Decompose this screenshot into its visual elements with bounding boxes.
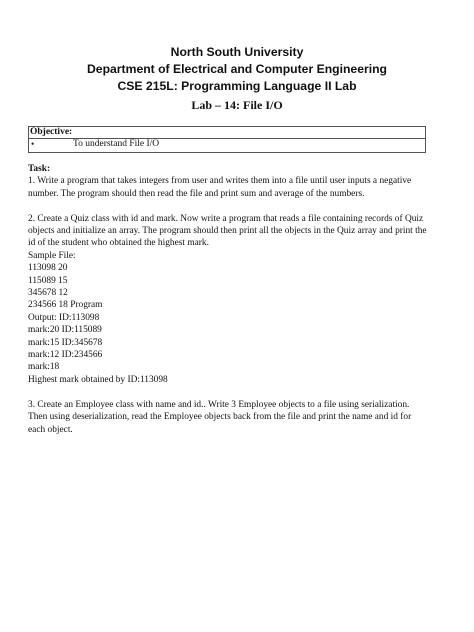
sample-line: Sample File: bbox=[28, 250, 76, 261]
sample-line: mark:15 ID:345678 bbox=[28, 337, 103, 348]
task-1: 1. Write a program that takes integers from user and writes them into a file until user inputs a negative number. The program should then read the file and print sum and average of the numbers. bbox=[28, 176, 412, 199]
objective-box bbox=[28, 126, 426, 153]
objective-label: Objective: bbox=[30, 127, 73, 137]
bullet-icon: • bbox=[31, 139, 35, 149]
university-name: North South University bbox=[170, 45, 304, 59]
sample-line: mark:18 bbox=[28, 362, 60, 373]
sample-line: 115089 15 bbox=[28, 275, 68, 286]
objective-item: To understand File I/O bbox=[73, 139, 160, 149]
sample-line: Highest mark obtained by ID:113098 bbox=[28, 374, 168, 385]
sample-line: mark:20 ID:115089 bbox=[28, 325, 102, 336]
sample-line: mark:12 ID:234566 bbox=[28, 350, 103, 361]
sample-line: 113098 20 bbox=[28, 263, 68, 274]
sample-line: 345678 12 bbox=[28, 288, 68, 299]
sample-line: Output: ID:113098 bbox=[28, 312, 100, 323]
lab-title: Lab – 14: File I/O bbox=[191, 98, 283, 112]
document-header bbox=[0, 44, 474, 95]
task-3: 3. Create an Employee class with name and id.. Write 3 Employee objects to a file using serialization. Then using deserialization, read the Employee objects back from the file and print the name and id for each object. bbox=[28, 399, 412, 435]
task-section bbox=[28, 163, 428, 436]
sample-line: 234566 18 Program bbox=[28, 300, 103, 311]
task-label: Task: bbox=[28, 164, 51, 174]
sample-file-block bbox=[28, 250, 428, 386]
department-name: Department of Electrical and Computer Engineering bbox=[87, 62, 387, 76]
task-2: 2. Create a Quiz class with id and mark. Now write a program that reads a file containing records of Quiz objects and initialize an array. The program should then print all the objects in the Quiz array and print the id of the student who obtained the highest mark. bbox=[28, 213, 427, 249]
course-title: CSE 215L: Programming Language II Lab bbox=[117, 79, 357, 93]
